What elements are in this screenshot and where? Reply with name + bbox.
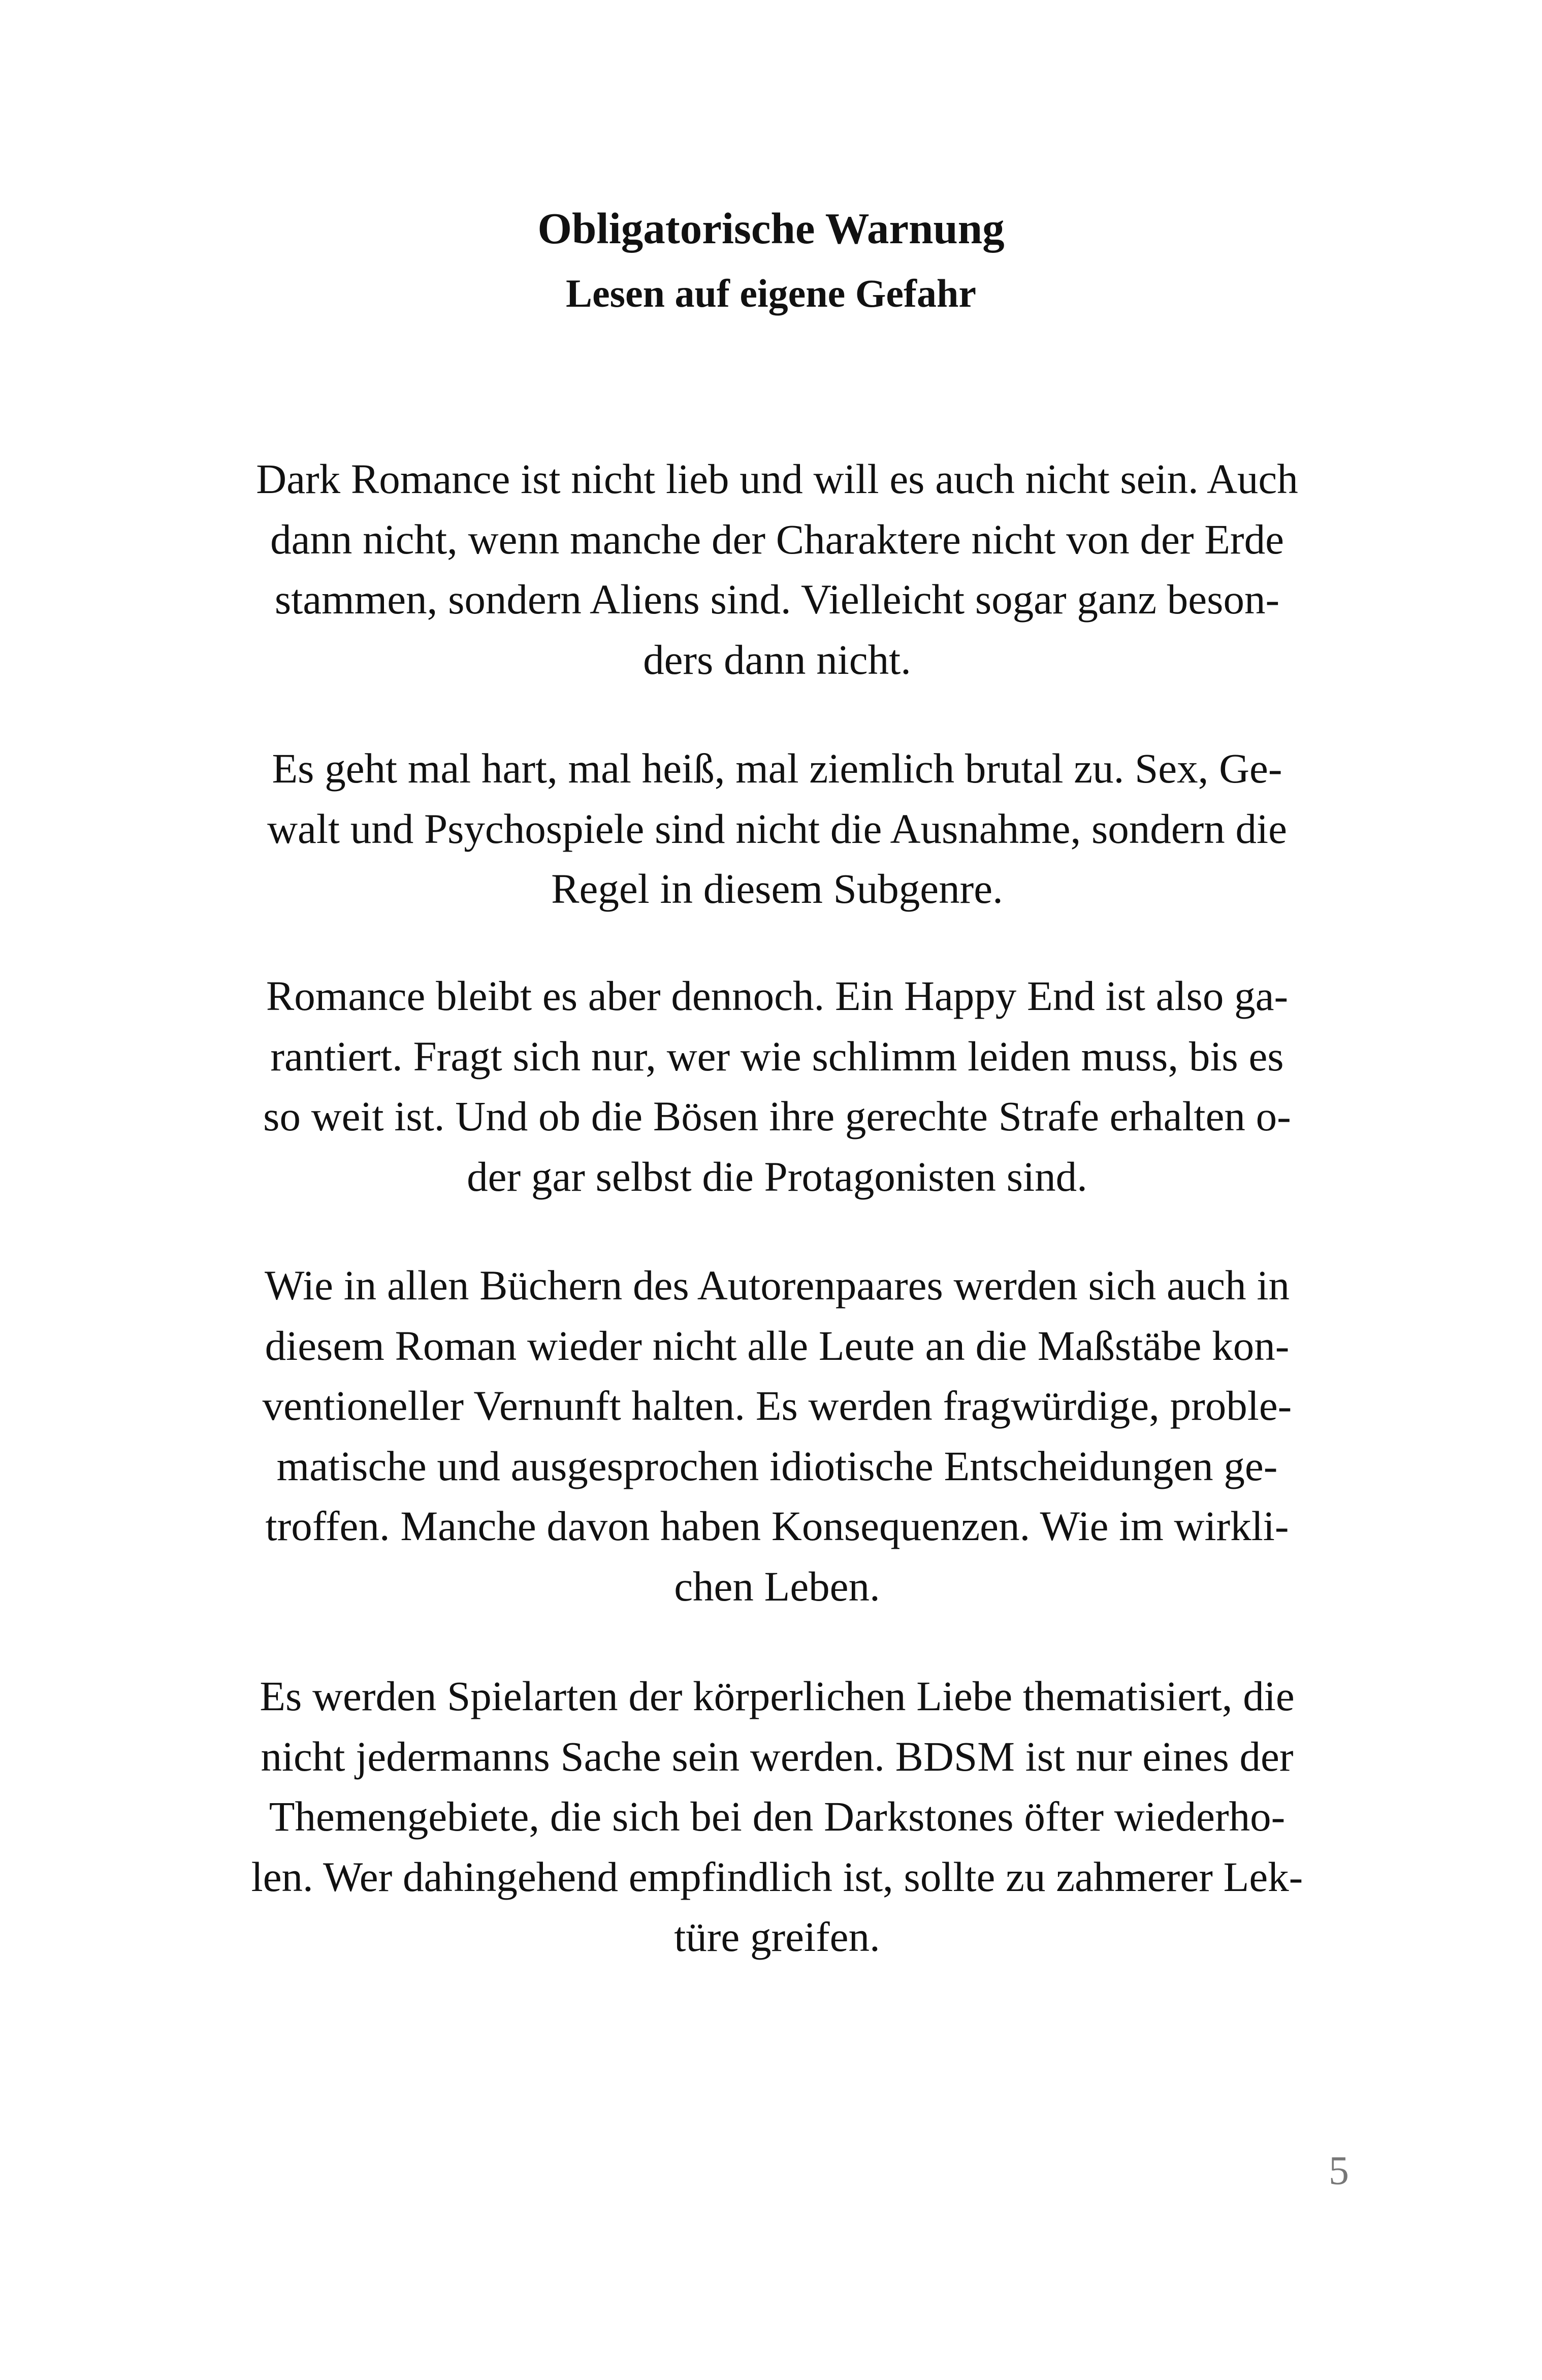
paragraph-2 [213,738,1341,919]
paragraph-line: stammen, sondern Aliens sind. Vielleicht sogar ganz beson- [274,576,1280,623]
paragraph-line: türe greifen. [674,1913,880,1960]
paragraph-line: troffen. Manche davon haben Konsequenzen. Wie im wirkli- [265,1503,1289,1549]
paragraph-4 [213,1255,1341,1616]
paragraph-line: Themengebiete, die sich bei den Darkstones öfter wiederho- [269,1793,1286,1840]
paragraph-line: walt und Psychospiele sind nicht die Ausnahme, sondern die [267,805,1287,852]
paragraph-line: dann nicht, wenn manche der Charaktere nicht von der Erde [270,515,1284,563]
paragraph-line: Es geht mal hart, mal heiß, mal ziemlich brutal zu. Sex, Ge- [272,745,1282,792]
paragraph-5 [213,1666,1341,1967]
page-subtitle: Lesen auf eigene Gefahr [565,271,977,315]
page-number: 5 [1329,2148,1349,2193]
paragraph-line: Wie in allen Büchern des Autorenpaares werden sich auch in [265,1262,1290,1309]
paragraph-line: matische und ausgesprochen idiotische Entscheidungen ge- [276,1442,1278,1489]
paragraph-line: Es werden Spielarten der körperlichen Liebe thematisiert, die [260,1673,1295,1719]
paragraph-line: rantiert. Fragt sich nur, wer wie schlimm leiden muss, bis es [270,1032,1284,1080]
paragraph-line: diesem Roman wieder nicht alle Leute an die Maßstäbe kon- [265,1322,1290,1369]
paragraph-line: nicht jedermanns Sache sein werden. BDSM ist nur eines der [261,1733,1294,1780]
paragraph-line: der gar selbst die Protagonisten sind. [467,1153,1087,1200]
paragraph-line: Regel in diesem Subgenre. [551,865,1003,912]
paragraph-line: ventioneller Vernunft halten. Es werden fragwürdige, proble- [262,1382,1292,1429]
paragraph-line: Dark Romance ist nicht lieb und will es auch nicht sein. Auch [256,455,1298,502]
paragraph-1 [213,449,1341,690]
paragraph-3 [213,966,1341,1207]
page-title: Obligatorische Warnung [537,204,1005,253]
paragraph-line: Romance bleibt es aber dennoch. Ein Happy End ist also ga- [266,972,1289,1019]
paragraph-line: len. Wer dahingehend empfindlich ist, sollte zu zahmerer Lek- [251,1853,1303,1900]
paragraph-line: so weit ist. Und ob die Bösen ihre gerechte Strafe erhalten o- [263,1093,1291,1139]
paragraph-line: chen Leben. [674,1562,880,1610]
paragraph-line: ders dann nicht. [643,636,911,683]
